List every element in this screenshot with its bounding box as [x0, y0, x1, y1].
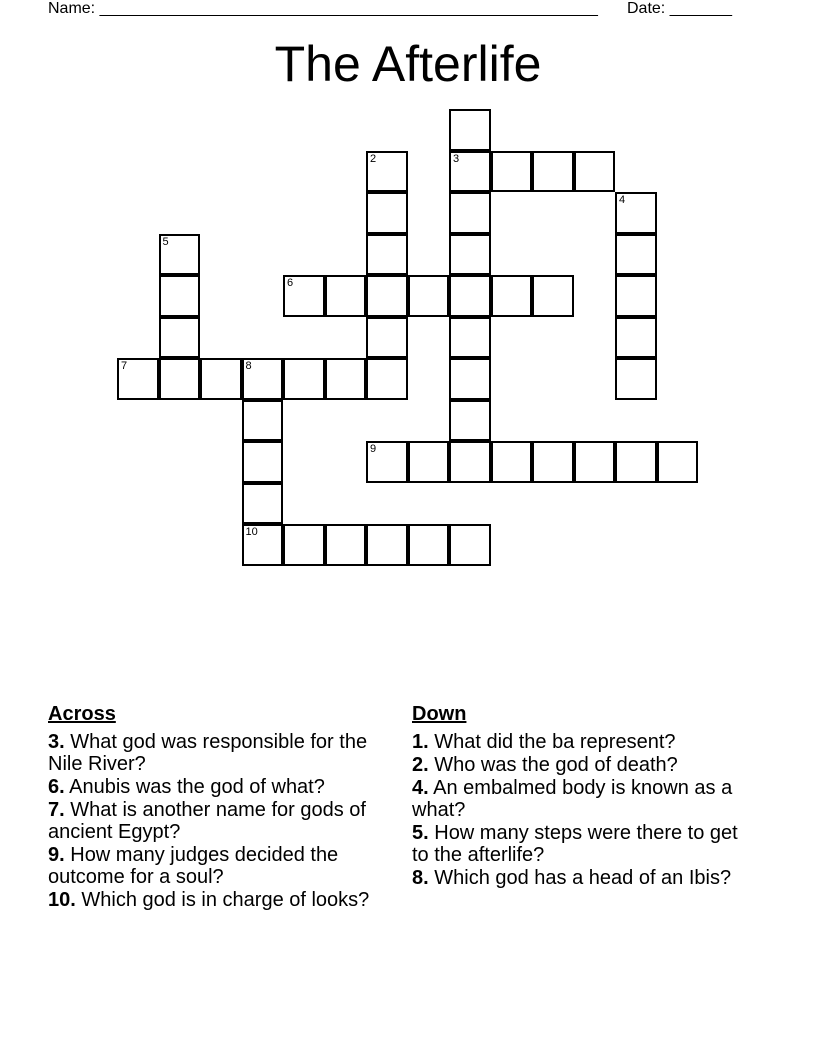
grid-cell[interactable] — [325, 275, 367, 317]
grid-cell[interactable] — [325, 358, 367, 400]
clue-number: 2 — [370, 152, 377, 165]
grid-cell[interactable] — [449, 234, 491, 276]
clue-number: 8 — [245, 360, 252, 372]
grid-cell[interactable] — [449, 192, 491, 234]
clue-number: 2. — [412, 754, 429, 776]
grid-cell[interactable] — [574, 151, 616, 193]
clue-text: What god was responsible for the Nile River? — [48, 731, 368, 775]
grid-cell[interactable] — [532, 151, 574, 193]
across-clues — [48, 701, 388, 912]
across-clue — [48, 776, 388, 798]
grid-cell[interactable] — [366, 192, 408, 234]
clue-text: An embalmed body is known as a what? — [412, 777, 733, 821]
grid-cell[interactable] — [366, 358, 408, 400]
grid-cell[interactable] — [283, 358, 325, 400]
grid-cell[interactable] — [159, 358, 201, 400]
grid-cell[interactable] — [366, 234, 408, 276]
across-clue — [48, 889, 388, 911]
clue-number: 7. — [48, 799, 65, 821]
down-clue — [412, 777, 752, 821]
clue-number: 10 — [245, 526, 258, 538]
grid-cell[interactable] — [449, 317, 491, 359]
clue-number: 4 — [619, 194, 626, 206]
clue-number: 1. — [412, 731, 429, 753]
clue-number: 7 — [121, 360, 128, 372]
grid-cell[interactable] — [615, 358, 657, 400]
grid-cell[interactable] — [408, 524, 450, 566]
name-field[interactable]: Name: ________________________________________________________ — [48, 0, 598, 17]
grid-cell[interactable] — [574, 441, 616, 483]
across-clue — [48, 731, 388, 775]
grid-cell[interactable] — [242, 358, 284, 400]
grid-cell[interactable] — [657, 441, 699, 483]
clue-number: 9. — [48, 844, 65, 866]
grid-cell[interactable] — [449, 358, 491, 400]
down-clue — [412, 754, 752, 776]
clue-text: What is another name for gods of ancient Egypt? — [48, 799, 366, 843]
grid-cell[interactable] — [283, 524, 325, 566]
grid-cell[interactable] — [159, 317, 201, 359]
clue-text: What did the ba represent? — [428, 731, 676, 753]
clue-number: 5. — [412, 822, 429, 844]
grid-cell[interactable] — [242, 524, 284, 566]
clue-number: 5 — [162, 235, 169, 248]
across-clue — [48, 844, 388, 888]
grid-cell[interactable] — [491, 441, 533, 483]
grid-cell[interactable] — [366, 524, 408, 566]
grid-cell[interactable] — [283, 275, 325, 317]
grid-cell[interactable] — [200, 358, 242, 400]
clue-text: Which god has a head of an Ibis? — [428, 867, 732, 889]
down-clue — [412, 867, 752, 889]
grid-cell[interactable] — [449, 400, 491, 442]
down-clue — [412, 822, 752, 866]
grid-cell[interactable] — [449, 441, 491, 483]
clue-number: 6 — [287, 277, 294, 289]
clue-text: Anubis was the god of what? — [64, 776, 325, 798]
grid-cell[interactable] — [366, 317, 408, 359]
grid-cell[interactable] — [615, 317, 657, 359]
grid-cell[interactable] — [491, 275, 533, 317]
grid-cell[interactable] — [615, 192, 657, 234]
grid-cell[interactable] — [449, 524, 491, 566]
clue-text: Who was the god of death? — [428, 754, 678, 776]
grid-cell[interactable] — [449, 275, 491, 317]
clue-number: 6. — [48, 776, 65, 798]
grid-cell[interactable] — [242, 400, 284, 442]
grid-cell[interactable] — [615, 234, 657, 276]
grid-cell[interactable] — [242, 483, 284, 525]
grid-cell[interactable] — [532, 441, 574, 483]
grid-cell[interactable] — [408, 275, 450, 317]
grid-cell[interactable] — [366, 441, 408, 483]
down-clue — [412, 731, 752, 753]
grid-cell[interactable] — [408, 441, 450, 483]
across-clue — [48, 799, 388, 843]
grid-cell[interactable] — [366, 275, 408, 317]
grid-cell[interactable] — [491, 151, 533, 193]
grid-cell[interactable] — [325, 524, 367, 566]
clue-number: 10. — [48, 889, 76, 911]
grid-cell[interactable] — [366, 151, 408, 193]
grid-cell[interactable] — [117, 358, 159, 400]
page-title: The Afterlife — [274, 36, 542, 92]
grid-cell[interactable] — [449, 151, 491, 193]
date-field[interactable]: Date: _______ — [627, 0, 732, 17]
grid-cell[interactable] — [449, 109, 491, 151]
grid-cell[interactable] — [615, 441, 657, 483]
grid-cell[interactable] — [159, 275, 201, 317]
down-heading: Down — [412, 703, 467, 725]
down-clues — [412, 701, 752, 890]
clue-number: 9 — [370, 443, 377, 455]
grid-cell[interactable] — [532, 275, 574, 317]
clue-text: How many steps were there to get to the afterlife? — [412, 822, 738, 866]
across-heading: Across — [48, 703, 116, 725]
clue-number: 3 — [453, 152, 460, 165]
clue-text: Which god is in charge of looks? — [75, 889, 370, 911]
clue-text: How many judges decided the outcome for a soul? — [48, 844, 339, 888]
clue-number: 4. — [412, 777, 429, 799]
grid-cell[interactable] — [242, 441, 284, 483]
grid-cell[interactable] — [159, 234, 201, 276]
clue-number: 3. — [48, 731, 65, 753]
clue-number: 8. — [412, 867, 429, 889]
grid-cell[interactable] — [615, 275, 657, 317]
